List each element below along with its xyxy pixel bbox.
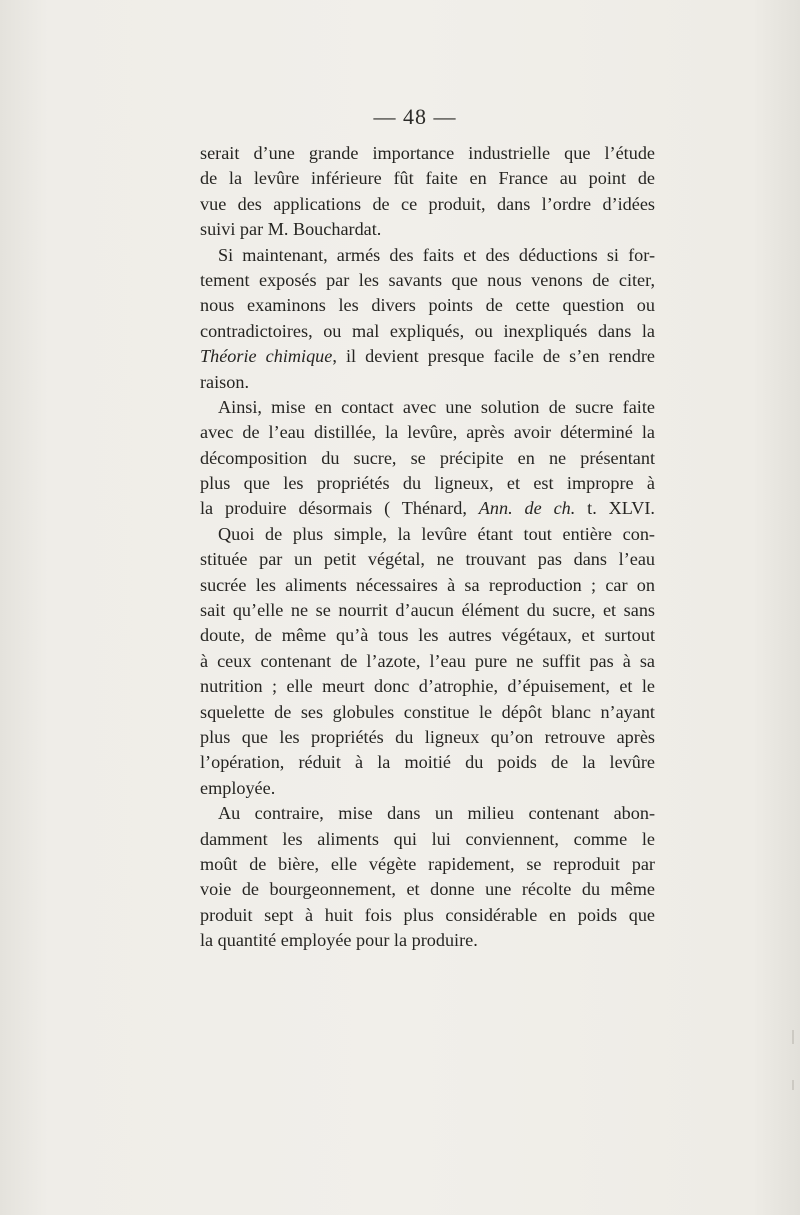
paragraph [200, 141, 655, 243]
paragraph [200, 243, 655, 395]
paper-speck [792, 1080, 794, 1090]
text-line: Quoi de plus simple, la levûre étant tout entière con- [218, 523, 655, 544]
text-line: sucrée les aliments nécessaires à sa reproduction ; car on [200, 574, 655, 595]
text-line: vue des applications de ce produit, dans l’ordre d’idées [200, 193, 655, 214]
text-line: serait d’une grande importance industrielle que l’étude [200, 143, 655, 163]
italic-citation: Ann. de ch. [478, 498, 576, 519]
italic-title: Théorie chimique [200, 346, 333, 367]
text-line: squelette de ses globules constitue le dépôt blanc n’ayant [200, 701, 655, 722]
text-line: stituée par un petit végétal, ne trouvant pas dans l’eau [200, 549, 655, 570]
text-line: raison. [200, 371, 249, 392]
text-line: avec de l’eau distillée, la levûre, après avoir déterminé la [200, 422, 655, 443]
text-line: produit sept à huit fois plus considérable en poids que [200, 904, 655, 925]
text-line: la quantité employée pour la produire. [200, 930, 478, 951]
text-line: contradictoires, ou mal expliqués, ou inexpliqués dans la [200, 320, 655, 341]
text-line: décomposition du sucre, se précipite en ne présentant [200, 447, 655, 468]
paragraph [200, 801, 655, 953]
text-line: nutrition ; elle meurt donc d’atrophie, d’épuisement, et le [200, 676, 655, 697]
text-line: moût de bière, elle végète rapidement, se reproduit par [200, 853, 655, 874]
paragraph [200, 395, 655, 522]
text-line: suivi par M. Bouchardat. [200, 219, 382, 240]
paragraph [200, 522, 655, 801]
text-line: employée. [200, 777, 276, 798]
paper-speck [792, 1030, 794, 1044]
text-line: de la levûre inférieure fût faite en France au point de [200, 168, 655, 189]
text-line: Si maintenant, armés des faits et des déductions si for- [218, 244, 655, 265]
text-line: tement exposés par les savants que nous venons de citer, [200, 269, 655, 290]
page-number: — 48 — [373, 104, 457, 129]
text-line: voie de bourgeonnement, et donne une récolte du même [200, 879, 655, 900]
text-line: Au contraire, mise dans un milieu contenant abon- [218, 803, 655, 824]
text-line: nous examinons les divers points de cette question ou [200, 295, 655, 316]
page-body [200, 141, 655, 954]
text-fragment: , il devient presque facile de s’en rendre [332, 346, 655, 367]
text-line [200, 344, 655, 369]
text-line: l’opération, réduit à la moitié du poids de la levûre [200, 752, 655, 773]
text-line: Ainsi, mise en contact avec une solution de sucre faite [218, 396, 655, 417]
text-line: doute, de même qu’à tous les autres végétaux, et surtout [200, 625, 655, 646]
text-line: plus que les propriétés du ligneux qu’on retrouve après [200, 726, 655, 747]
text-line [200, 496, 655, 521]
text-fragment: la produire désormais ( Thénard, [200, 498, 479, 519]
text-line: à ceux contenant de l’azote, l’eau pure ne suffit pas à sa [200, 650, 655, 671]
text-line: damment les aliments qui lui conviennent, comme le [200, 828, 655, 849]
text-fragment: t. XLVI. [575, 498, 655, 519]
text-line: plus que les propriétés du ligneux, et est impropre à [200, 473, 655, 494]
text-line: sait qu’elle ne se nourrit d’aucun élément du sucre, et sans [200, 600, 655, 621]
